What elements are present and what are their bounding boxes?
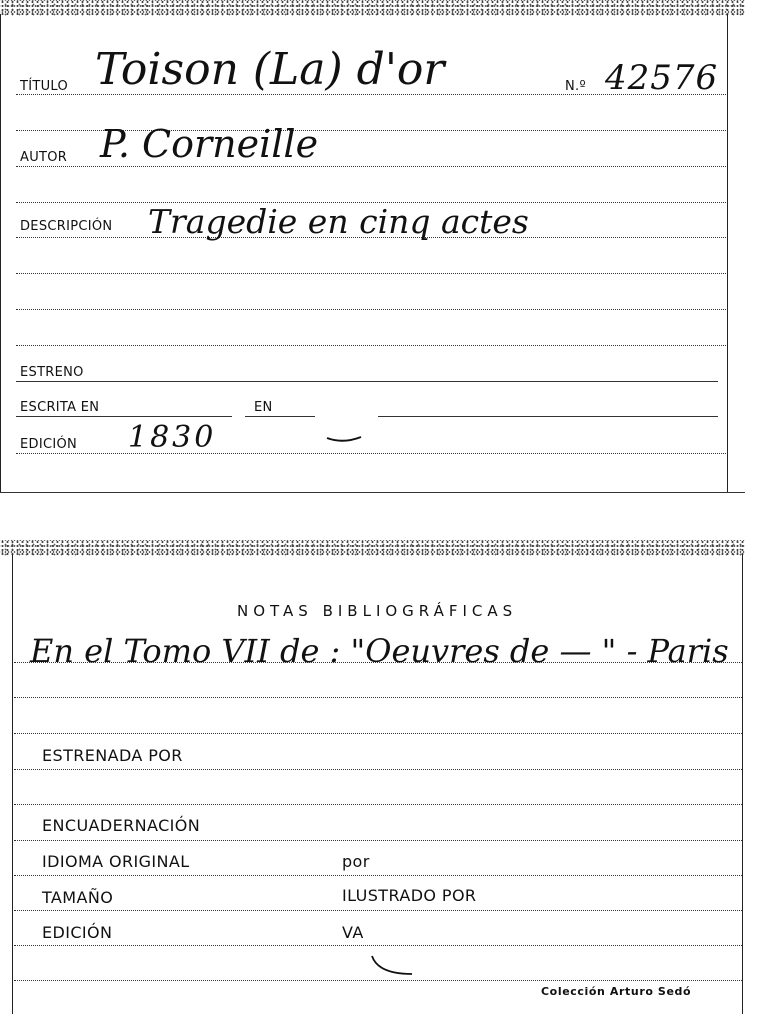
- rule-bottom-back: [14, 980, 742, 981]
- notes-line: En el Tomo VII de : "Oeuvres de — " - Paris: [30, 632, 729, 670]
- card-top-edge-back: [0, 540, 745, 556]
- rule-en-a: [245, 416, 315, 417]
- rule-estreno: [16, 381, 718, 382]
- va-label: VA: [342, 923, 364, 942]
- card-top-edge: [0, 0, 745, 16]
- titulo-value: Toison (La) d'or: [95, 44, 445, 95]
- rule-notes-3: [14, 733, 742, 734]
- por-label: por: [342, 852, 370, 871]
- rule-escrita-en: [16, 416, 232, 417]
- rule-notes-2: [14, 697, 742, 698]
- pen-mark: [325, 430, 365, 444]
- rule-notes-1: [14, 662, 742, 663]
- notes-heading: NOTAS BIBLIOGRÁFICAS: [237, 602, 518, 620]
- collection-footer: Colección Arturo Sedó: [541, 985, 692, 998]
- descripcion-label: DESCRIPCIÓN: [20, 219, 113, 234]
- numero-label: N.º: [565, 79, 586, 94]
- rule-idioma: [14, 875, 742, 876]
- rule-en-b: [378, 416, 718, 417]
- idioma-original-label: IDIOMA ORIGINAL: [42, 852, 190, 871]
- en-label: EN: [254, 400, 273, 415]
- rule-estrenada: [14, 769, 742, 770]
- rule-blank-b1: [14, 804, 742, 805]
- card-right-border: [727, 14, 728, 492]
- rule-encuadernacion: [14, 840, 742, 841]
- descripcion-value: Tragedie en cinq actes: [148, 202, 529, 241]
- estrenada-por-label: ESTRENADA POR: [42, 746, 183, 765]
- front-catalog-card: [0, 0, 745, 493]
- card-left-border-back: [12, 554, 13, 1014]
- autor-label: AUTOR: [20, 150, 68, 165]
- titulo-label: TÍTULO: [20, 79, 69, 94]
- escrita-en-label: ESCRITA EN: [20, 400, 100, 415]
- pen-stroke: [368, 952, 418, 980]
- rule-blank-3: [16, 273, 726, 274]
- back-catalog-card: [0, 540, 745, 1028]
- rule-edicion: [16, 453, 726, 454]
- edicion-value: 1830: [128, 420, 217, 455]
- card-left-border: [0, 14, 1, 492]
- autor-value: P. Corneille: [100, 122, 319, 166]
- rule-tamano: [14, 910, 742, 911]
- edicion-label: EDICIÓN: [20, 437, 78, 452]
- encuadernacion-label: ENCUADERNACIÓN: [42, 816, 201, 835]
- edicion-back-label: EDICIÓN: [42, 923, 113, 942]
- estreno-label: ESTRENO: [20, 365, 84, 380]
- numero-value: 42576: [605, 58, 719, 98]
- rule-blank-5: [16, 345, 726, 346]
- rule-edicion-back: [14, 945, 742, 946]
- tamano-label: TAMAÑO: [42, 888, 114, 907]
- rule-autor: [16, 166, 726, 167]
- card-bottom-edge: [0, 492, 745, 493]
- rule-blank-4: [16, 309, 726, 310]
- ilustrado-por-label: ILUSTRADO POR: [342, 886, 477, 905]
- card-right-border-back: [742, 554, 743, 1014]
